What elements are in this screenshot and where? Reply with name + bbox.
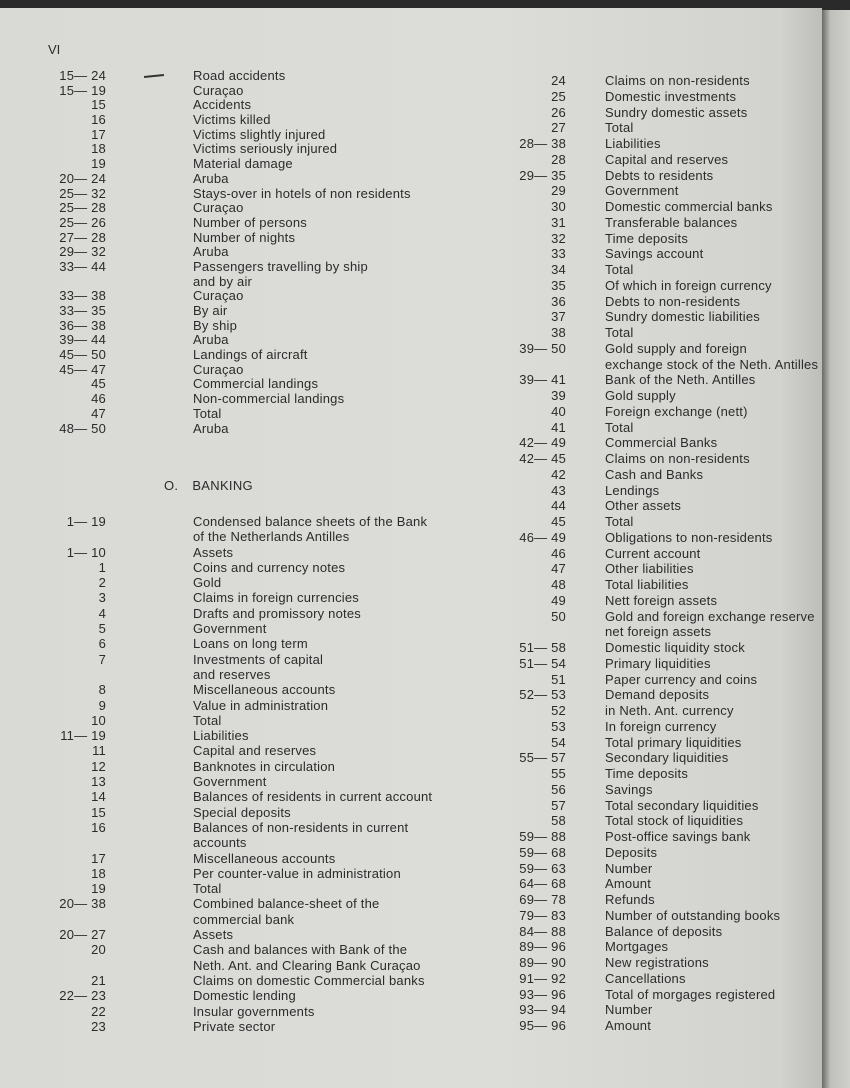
table-number-range: 79— 83 bbox=[519, 907, 566, 923]
entry-title: Curaçao bbox=[193, 82, 244, 98]
table-number-range: 6 bbox=[98, 636, 106, 652]
table-number-range: 43 bbox=[551, 482, 566, 498]
entry-title: Victims seriously injured bbox=[193, 141, 338, 157]
entry-title: Claims on domestic Commercial banks bbox=[193, 972, 425, 988]
table-number-range: 33— 35 bbox=[59, 303, 106, 319]
table-number-range: 93— 94 bbox=[519, 1002, 566, 1018]
table-number-range: 59— 88 bbox=[519, 829, 566, 844]
table-number-range: 12 bbox=[91, 758, 106, 774]
table-number-range: 19 bbox=[91, 156, 106, 172]
table-number-range: 22— 23 bbox=[59, 988, 106, 1004]
entry-title: Special deposits bbox=[193, 804, 291, 820]
entry-title: Gold and foreign exchange reserve net foreign assets bbox=[605, 608, 815, 640]
table-number-range: 40 bbox=[551, 403, 566, 419]
entry-title: Total liabilities bbox=[605, 577, 689, 592]
table-number-range: 33— 38 bbox=[59, 288, 106, 304]
table-number-range: 46— 49 bbox=[519, 529, 566, 545]
entry-title: Total stock of liquidities bbox=[605, 813, 744, 829]
entry-title: Amount bbox=[605, 876, 652, 892]
entry-title: Material damage bbox=[193, 156, 293, 172]
table-number-range: 51— 58 bbox=[519, 640, 566, 655]
table-number-range: 29 bbox=[551, 183, 566, 199]
entry-title: Total bbox=[193, 405, 222, 421]
entry-title: By air bbox=[193, 303, 228, 319]
entry-title: Total bbox=[605, 514, 634, 529]
entry-title: Domestic lending bbox=[193, 988, 296, 1004]
table-number-range: 45 bbox=[551, 514, 566, 529]
entry-title: Victims killed bbox=[193, 112, 271, 128]
table-number-range: 20— 38 bbox=[59, 896, 106, 912]
table-number-range: 27 bbox=[551, 120, 566, 136]
entry-title: Stays-over in hotels of non residents bbox=[193, 185, 411, 201]
table-number-range: 5 bbox=[98, 621, 106, 637]
table-number-range: 19 bbox=[91, 881, 106, 897]
entry-title: Total bbox=[605, 325, 634, 340]
entry-title: Current account bbox=[605, 545, 701, 561]
table-number-range: 1 bbox=[98, 559, 106, 575]
entry-title: Cash and Banks bbox=[605, 466, 704, 482]
table-number-range: 16 bbox=[91, 112, 106, 128]
table-number-range: 15— 24 bbox=[59, 68, 106, 83]
entry-title: Loans on long term bbox=[193, 636, 308, 652]
table-number-range: 69— 78 bbox=[519, 892, 566, 907]
entry-title: Total of morgages registered bbox=[605, 986, 776, 1002]
entry-title: Post-office savings bank bbox=[605, 829, 751, 844]
entry-title: Condensed balance sheets of the Bank of the Netherlands Antilles bbox=[193, 514, 428, 545]
table-number-range: 55 bbox=[551, 766, 566, 781]
table-number-range: 53 bbox=[551, 718, 566, 734]
entry-title: Domestic liquidity stock bbox=[605, 640, 745, 655]
entry-title: Number bbox=[605, 1002, 653, 1018]
entry-title: Aruba bbox=[193, 170, 229, 186]
entry-title: Total bbox=[605, 262, 634, 277]
entry-title: Banknotes in circulation bbox=[193, 758, 336, 774]
table-number-range: 47 bbox=[91, 405, 106, 421]
entry-title: Accidents bbox=[193, 97, 252, 113]
entry-title: Savings bbox=[605, 781, 653, 797]
entry-title: Claims in foreign currencies bbox=[193, 590, 359, 606]
table-number-range: 21 bbox=[91, 972, 106, 988]
entry-title: Aruba bbox=[193, 244, 229, 260]
table-number-range: 33— 44 bbox=[59, 258, 106, 274]
entry-title: Savings account bbox=[605, 246, 704, 262]
entry-title: Government bbox=[193, 774, 267, 790]
entry-title: Per counter-value in administration bbox=[193, 865, 401, 881]
entry-title: Paper currency and coins bbox=[605, 671, 758, 687]
table-number-range: 31 bbox=[551, 214, 566, 230]
entry-title: Other assets bbox=[605, 498, 682, 514]
table-number-range: 17 bbox=[91, 850, 106, 866]
table-number-range: 56 bbox=[551, 781, 566, 797]
table-number-range: 28 bbox=[551, 151, 566, 167]
table-number-range: 52— 53 bbox=[519, 687, 566, 703]
entry-title: Drafts and promissory notes bbox=[193, 605, 361, 621]
table-number-range: 59— 68 bbox=[519, 844, 566, 860]
table-number-range: 50 bbox=[551, 608, 566, 624]
table-number-range: 1— 10 bbox=[66, 544, 106, 560]
entry-title: Number of outstanding books bbox=[605, 907, 781, 923]
entry-title: Total bbox=[605, 419, 634, 435]
entry-title: Miscellaneous accounts bbox=[193, 850, 336, 866]
table-number-range: 52 bbox=[551, 703, 566, 718]
table-number-range: 36— 38 bbox=[59, 317, 106, 333]
table-number-range: 25— 32 bbox=[59, 185, 106, 201]
entry-title: Assets bbox=[193, 544, 234, 560]
entry-title: Investments of capital and reserves bbox=[193, 651, 324, 682]
table-number-range: 15— 19 bbox=[59, 82, 106, 98]
entry-title: Debts to non-residents bbox=[605, 293, 741, 309]
page-number: VI bbox=[48, 42, 61, 57]
entry-title: Passengers travelling by ship and by air bbox=[193, 258, 368, 289]
entry-title: Gold bbox=[193, 575, 222, 591]
entry-title: Aruba bbox=[193, 420, 229, 436]
table-number-range: 84— 88 bbox=[519, 923, 566, 939]
entry-title: Cash and balances with Bank of the Neth. Ant. and Clearing Bank Curaçao bbox=[193, 942, 421, 973]
table-number-range: 51— 54 bbox=[519, 655, 566, 671]
table-number-range: 24 bbox=[551, 73, 566, 88]
entry-title: Balances of residents in current account bbox=[193, 789, 433, 805]
table-number-range: 42 bbox=[551, 466, 566, 482]
entry-title: Time deposits bbox=[605, 230, 689, 246]
table-number-range: 11 bbox=[92, 743, 106, 759]
entry-title: Lendings bbox=[605, 482, 660, 498]
entry-title: Domestic investments bbox=[605, 88, 737, 104]
entry-title: Gold supply and foreign exchange stock of the Neth. Antilles bbox=[605, 340, 819, 372]
table-number-range: 20 bbox=[91, 942, 106, 958]
entry-title: By ship bbox=[193, 317, 238, 333]
table-number-range: 9 bbox=[98, 697, 106, 713]
entry-title: Other liabilities bbox=[605, 561, 694, 577]
entry-title: Curaçao bbox=[193, 200, 244, 216]
entry-title: Refunds bbox=[605, 892, 655, 907]
table-number-range: 93— 96 bbox=[519, 986, 566, 1002]
entry-title: Amount bbox=[605, 1018, 652, 1033]
entry-title: Curaçao bbox=[193, 288, 244, 304]
table-number-range: 3 bbox=[98, 590, 106, 606]
table-number-range: 27— 28 bbox=[59, 229, 106, 245]
table-number-range: 89— 96 bbox=[519, 939, 566, 955]
entry-title: Road accidents bbox=[193, 68, 286, 83]
table-number-range: 8 bbox=[98, 682, 106, 698]
table-number-range: 37 bbox=[551, 309, 566, 325]
entry-title: Total primary liquidities bbox=[605, 734, 742, 750]
table-number-range: 89— 90 bbox=[519, 955, 566, 970]
entry-title: Sundry domestic assets bbox=[605, 104, 748, 120]
table-number-range: 18 bbox=[91, 141, 106, 157]
table-number-range: 39 bbox=[551, 388, 566, 403]
table-number-range: 17 bbox=[91, 126, 106, 142]
table-number-range: 25 bbox=[551, 88, 566, 104]
table-number-range: 95— 96 bbox=[519, 1018, 566, 1033]
entry-title: Gold supply bbox=[605, 388, 676, 403]
entry-title: Government bbox=[605, 183, 679, 199]
entry-title: Balance of deposits bbox=[605, 923, 723, 939]
table-number-range: 47 bbox=[551, 561, 566, 577]
entry-title: Obligations to non-residents bbox=[605, 529, 773, 545]
entry-title: Commercial landings bbox=[193, 376, 319, 392]
table-number-range: 23 bbox=[91, 1018, 106, 1034]
table-number-range: 46 bbox=[551, 545, 566, 561]
table-number-range: 39— 44 bbox=[59, 332, 106, 348]
entry-title: Balances of non-residents in current accounts bbox=[193, 819, 409, 851]
entry-title: Non-commercial landings bbox=[193, 391, 345, 407]
entry-title: Government bbox=[193, 621, 267, 637]
table-number-range: 29— 32 bbox=[59, 244, 106, 260]
table-number-range: 45— 50 bbox=[59, 347, 106, 363]
entry-title: Private sector bbox=[193, 1018, 276, 1034]
entry-title: Cancellations bbox=[605, 970, 686, 986]
table-number-range: 55— 57 bbox=[519, 750, 566, 766]
table-number-range: 38 bbox=[551, 325, 566, 340]
table-number-range: 15 bbox=[91, 804, 106, 820]
table-number-range: 25— 28 bbox=[59, 200, 106, 216]
table-number-range: 39— 41 bbox=[519, 372, 566, 388]
table-number-range: 25— 26 bbox=[59, 214, 106, 230]
entry-title: New registrations bbox=[605, 955, 709, 970]
entry-title: Total bbox=[605, 120, 634, 136]
entry-title: Number bbox=[605, 860, 653, 876]
entry-title: Coins and currency notes bbox=[193, 559, 346, 575]
table-number-range: 46 bbox=[91, 391, 106, 407]
entry-title: Time deposits bbox=[605, 766, 689, 781]
entry-title: Primary liquidities bbox=[605, 655, 711, 671]
entry-title: Capital and reserves bbox=[605, 151, 729, 167]
table-number-range: 36 bbox=[551, 293, 566, 309]
entry-title: Number of persons bbox=[193, 214, 307, 230]
table-number-range: 30 bbox=[551, 199, 566, 214]
entry-title: Total bbox=[193, 881, 222, 897]
entry-title: Domestic commercial banks bbox=[605, 199, 773, 214]
entry-title: Of which in foreign currency bbox=[605, 277, 772, 293]
table-number-range: 51 bbox=[551, 671, 566, 687]
table-number-range: 20— 27 bbox=[59, 927, 106, 943]
entry-title: In foreign currency bbox=[605, 718, 717, 734]
table-number-range: 16 bbox=[91, 819, 106, 835]
entry-title: Liabilities bbox=[193, 728, 249, 744]
table-number-range: 28— 38 bbox=[519, 136, 566, 151]
entry-title: Victims slightly injured bbox=[193, 126, 326, 142]
entry-title: Bank of the Neth. Antilles bbox=[605, 372, 756, 388]
table-number-range: 20— 24 bbox=[59, 170, 106, 186]
table-number-range: 58 bbox=[551, 813, 566, 829]
adjacent-page-edge bbox=[822, 10, 850, 1088]
table-number-range: 11— 19 bbox=[60, 728, 106, 744]
table-number-range: 22 bbox=[91, 1003, 106, 1019]
entry-title: Commercial Banks bbox=[605, 435, 718, 451]
entry-title: Mortgages bbox=[605, 939, 669, 955]
entry-title: Capital and reserves bbox=[193, 743, 317, 759]
table-number-range: 34 bbox=[551, 262, 566, 277]
entry-title: Insular governments bbox=[193, 1003, 315, 1019]
entry-title: Liabilities bbox=[605, 136, 661, 151]
entry-title: Total secondary liquidities bbox=[605, 797, 759, 813]
entry-title: Value in administration bbox=[193, 697, 329, 713]
table-number-range: 4 bbox=[98, 605, 106, 621]
entry-title: Aruba bbox=[193, 332, 229, 348]
table-number-range: 54 bbox=[551, 734, 566, 750]
entry-title: Curaçao bbox=[193, 361, 244, 377]
table-number-range: 33 bbox=[551, 246, 566, 262]
section-letter: O. bbox=[164, 478, 179, 493]
table-number-range: 7 bbox=[98, 651, 106, 667]
pen-mark bbox=[144, 74, 164, 78]
entry-title: Transferable balances bbox=[605, 214, 738, 230]
entry-title: Total bbox=[193, 712, 222, 728]
table-number-range: 1— 19 bbox=[66, 514, 106, 529]
table-number-range: 35 bbox=[551, 277, 566, 293]
table-number-range: 48— 50 bbox=[59, 420, 106, 436]
table-number-range: 2 bbox=[98, 575, 106, 591]
table-number-range: 91— 92 bbox=[519, 970, 566, 986]
entry-title: Deposits bbox=[605, 844, 658, 860]
entry-title: Sundry domestic liabilities bbox=[605, 309, 760, 325]
table-number-range: 10 bbox=[91, 712, 106, 728]
entry-title: Foreign exchange (nett) bbox=[605, 403, 748, 419]
entry-title: Demand deposits bbox=[605, 687, 710, 703]
table-number-range: 64— 68 bbox=[519, 876, 566, 892]
entry-title: in Neth. Ant. currency bbox=[605, 703, 734, 718]
table-number-range: 39— 50 bbox=[519, 340, 566, 356]
table-number-range: 45— 47 bbox=[59, 361, 106, 377]
table-number-range: 26 bbox=[551, 104, 566, 120]
table-number-range: 48 bbox=[551, 577, 566, 592]
table-number-range: 42— 49 bbox=[519, 435, 566, 451]
entry-title: Combined balance-sheet of the commercial bank bbox=[193, 896, 380, 927]
table-number-range: 57 bbox=[551, 797, 566, 813]
table-number-range: 18 bbox=[91, 865, 106, 881]
section-title: BANKING bbox=[192, 478, 253, 493]
table-number-range: 41 bbox=[551, 419, 566, 435]
table-number-range: 42— 45 bbox=[519, 451, 566, 466]
table-number-range: 59— 63 bbox=[519, 860, 566, 876]
section-heading bbox=[164, 478, 267, 493]
table-number-range: 14 bbox=[91, 789, 106, 805]
entry-title: Landings of aircraft bbox=[193, 347, 308, 363]
entry-title: Claims on non-residents bbox=[605, 451, 750, 466]
entry-title: Secondary liquidities bbox=[605, 750, 729, 766]
table-number-range: 45 bbox=[91, 376, 106, 392]
table-number-range: 32 bbox=[551, 230, 566, 246]
entry-title: Miscellaneous accounts bbox=[193, 682, 336, 698]
entry-title: Claims on non-residents bbox=[605, 73, 750, 88]
entry-title: Debts to residents bbox=[605, 167, 714, 183]
entry-title: Assets bbox=[193, 927, 234, 943]
table-number-range: 15 bbox=[91, 97, 106, 113]
table-number-range: 49 bbox=[551, 592, 566, 608]
document-page bbox=[0, 8, 822, 1088]
entry-title: Number of nights bbox=[193, 229, 296, 245]
table-number-range: 44 bbox=[551, 498, 566, 514]
table-number-range: 29— 35 bbox=[519, 167, 566, 183]
entry-title: Nett foreign assets bbox=[605, 592, 718, 608]
table-number-range: 13 bbox=[91, 774, 106, 790]
